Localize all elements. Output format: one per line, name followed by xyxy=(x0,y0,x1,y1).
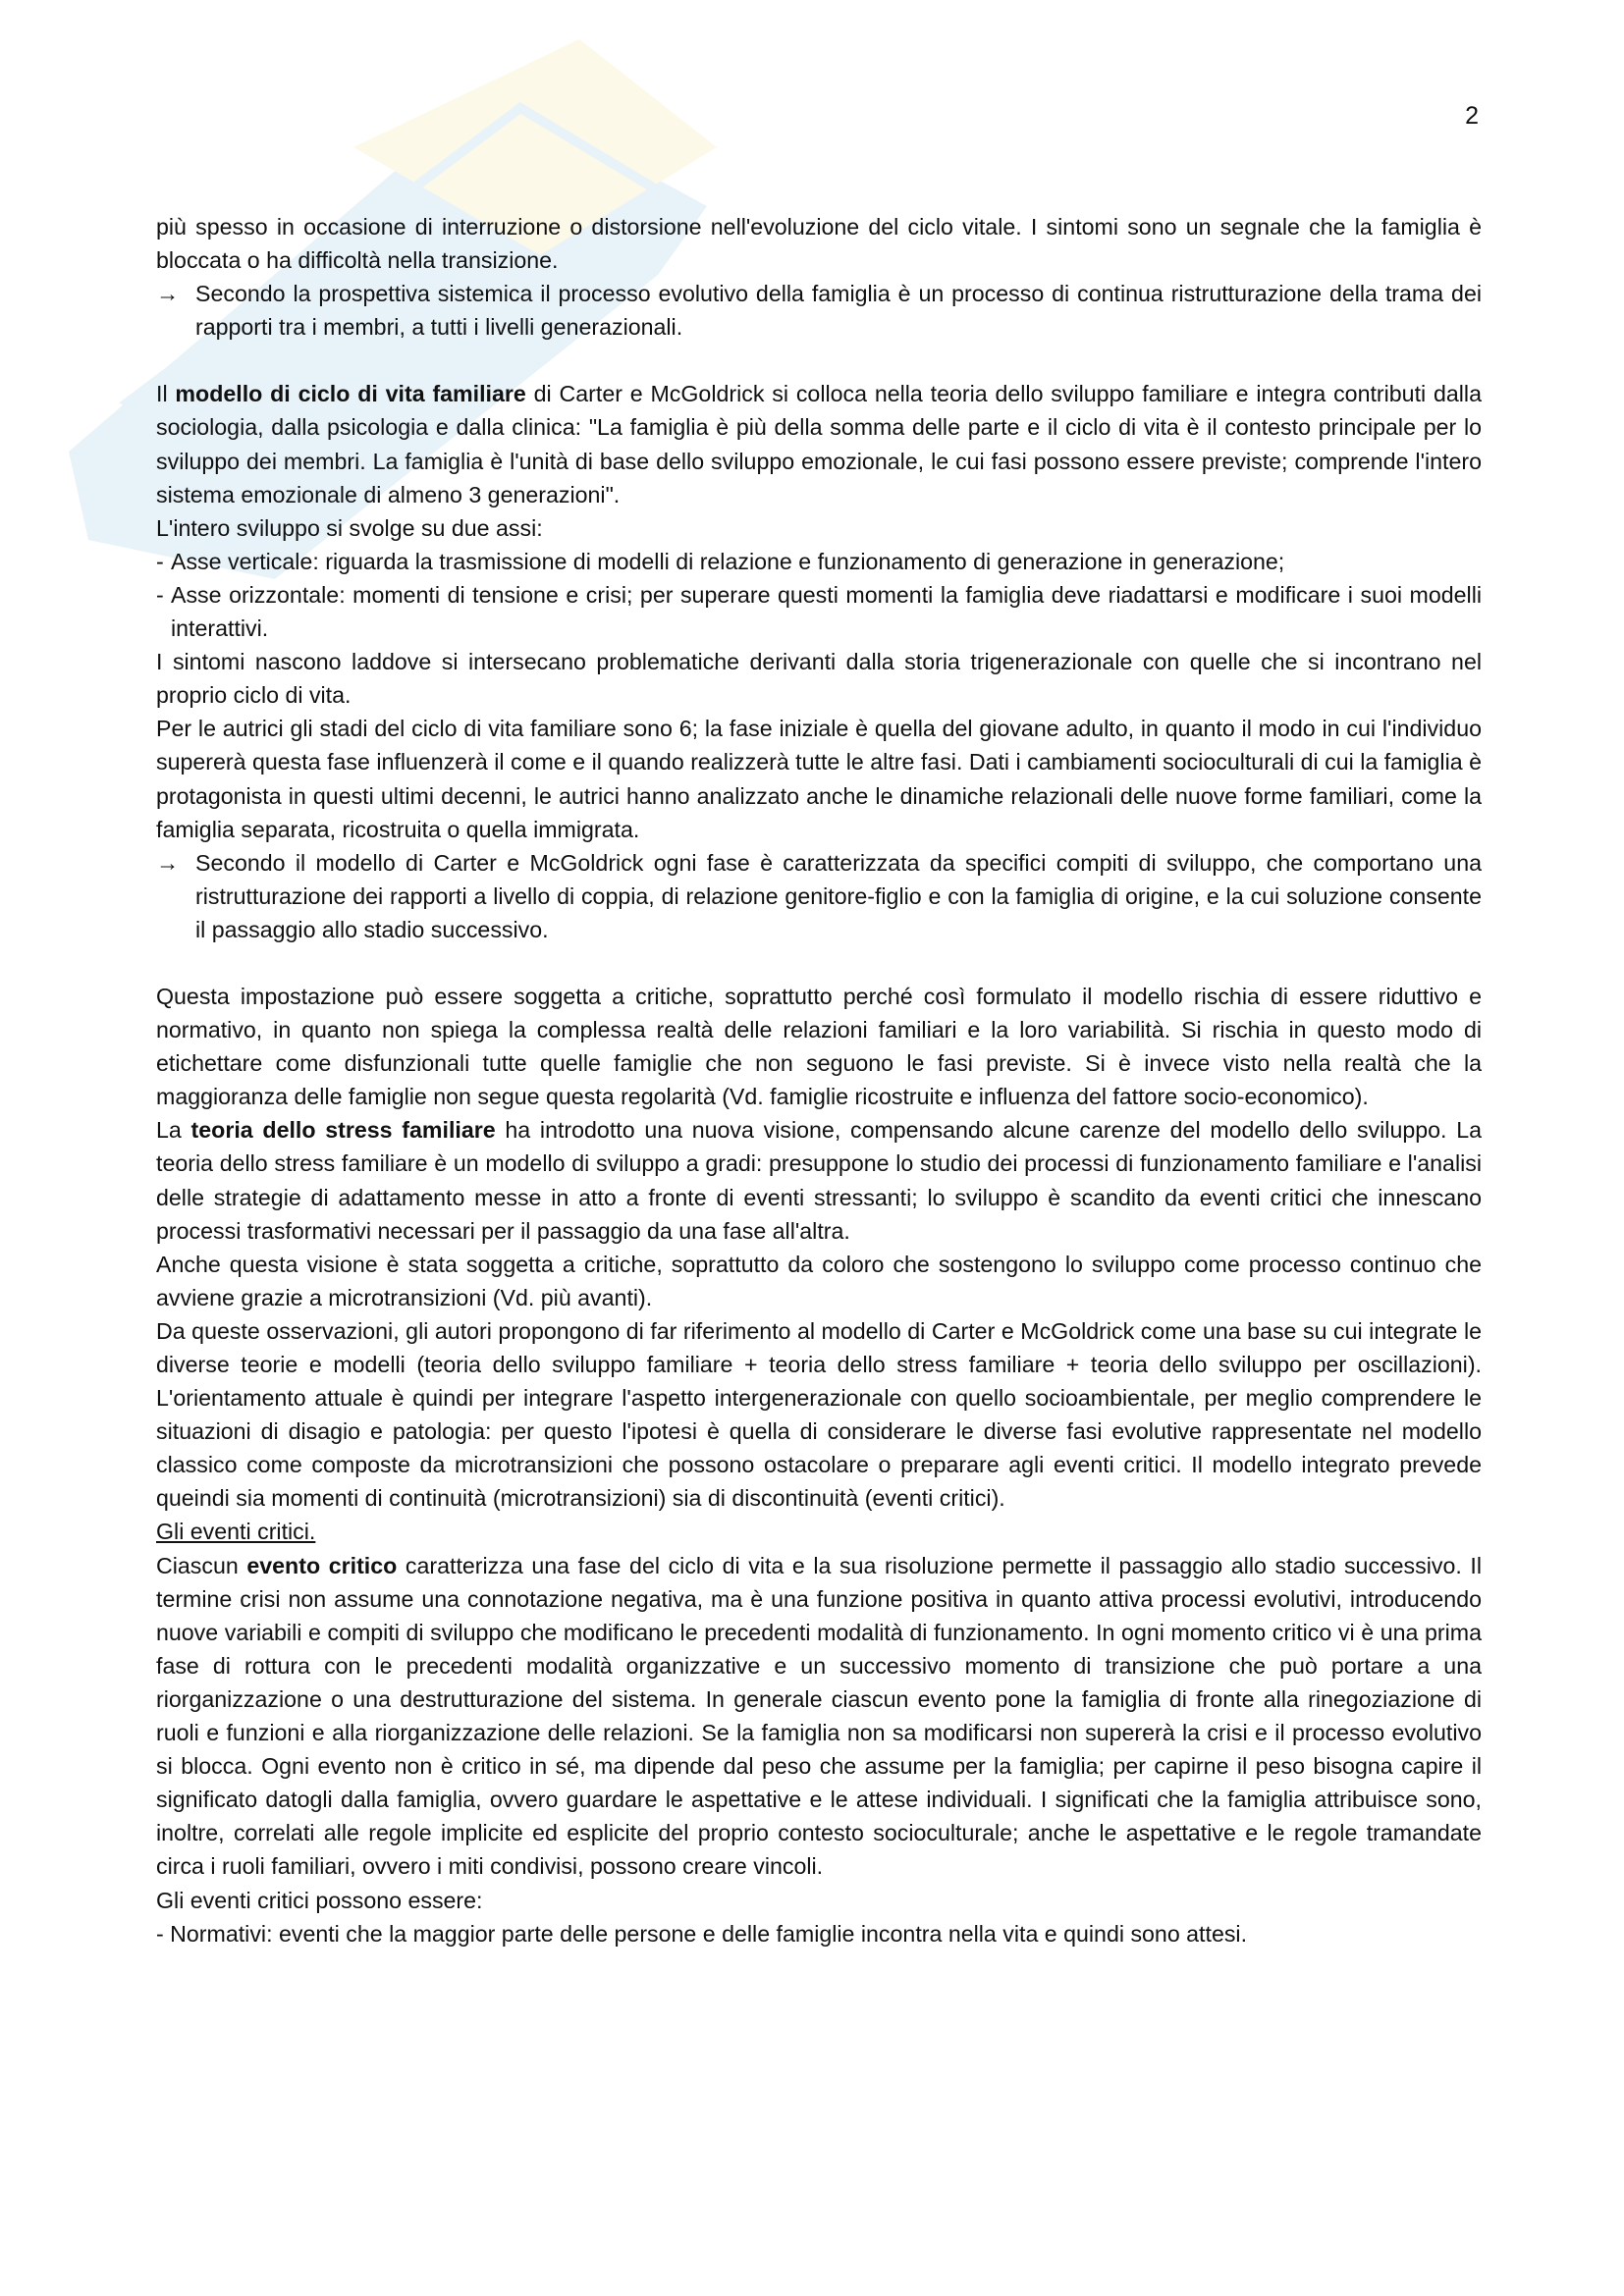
axis-vertical-item xyxy=(156,545,1482,578)
axis-horizontal-text: Asse orizzontale: momenti di tensione e crisi; per superare questi momenti la famiglia deve riadattarsi e modificare i suoi modelli interattivi. xyxy=(171,581,1482,642)
arrow-icon: → xyxy=(156,849,180,876)
critical-event-paragraph xyxy=(156,1549,1482,1884)
normative-events-item: - Normativi: eventi che la maggior parte delle persone e delle famiglie incontra nella vita e quindi sono attesi. xyxy=(156,1920,1248,1947)
axis-horizontal-item xyxy=(156,578,1482,645)
carter-arrow-text: Secondo il modello di Carter e McGoldrick ogni fase è caratterizzata da specifici compiti di sviluppo, che comportano una ristrutturazione dei rapporti a livello di coppia, di relazione genitore-figlio e con la famiglia di origine, e la cui soluzione consente il passaggio allo stadio successivo. xyxy=(195,849,1482,942)
stages-paragraph: Per le autrici gli stadi del ciclo di vita familiare sono 6; la fase iniziale è quella del giovane adulto, in quanto il modo in cui l'individuo supererà questa fase influenzerà il come e il quando realizzerà tutte le altre fasi. Dati i cambiamenti socioculturali di cui la famiglia è protagonista in questi ultimi decenni, le autrici hanno analizzato anche le dinamiche relazionali delle nuove forme familiari, come la famiglia separata, ricostruita o quella immigrata. xyxy=(156,716,1482,842)
carter-pre-text: Il xyxy=(156,381,176,407)
document-body xyxy=(156,210,1482,1950)
axes-intro: L'intero sviluppo si svolge su due assi: xyxy=(156,514,543,541)
carter-post-text: di Carter e McGoldrick si colloca nella teoria dello sviluppo familiare e integra contributi dalla sociologia, dalla psicologia e dalla clinica: "La famiglia è più della somma delle parte e il ciclo di vita è il contesto principale per lo sviluppo dei membri. La famiglia è l'unità di base dello sviluppo emozionale, le cui fasi possono essere previste; comprende l'intero sistema emozionale di almeno 3 generazioni". xyxy=(156,381,1482,507)
critical-post-text: caratterizza una fase del ciclo di vita e la sua risoluzione permette il passaggio allo stadio successivo. Il termine crisi non assume una connotazione negativa, ma è una funzione positiva in quanto attiva processi evolutivi, introducendo nuove variabili e compiti di sviluppo che modificano le precedenti modalità di funzionamento. In ogni momento critico vi è una prima fase di rottura con le precedenti modalità organizzative e un successivo momento di transizione che può portare a una riorganizzazione o una destrutturazione del sistema. In generale ciascun evento pone la famiglia di fronte alla rinegoziazione di ruoli e funzioni e alla riorganizzazione delle relazioni. Se la famiglia non sa modificarsi non supererà la crisi e il processo evolutivo si blocca. Ogni evento non è critico in sé, ma dipende dal peso che assume per la famiglia; per capirne il peso bisogna capire il significato datogli dalla famiglia, ovvero guardare le aspettative e le attese individuali. I significati che la famiglia attribuisce sono, inoltre, correlati alle regole implicite ed esplicite del proprio contesto socioculturale; anche le aspettative e le regole tramandate circa i ruoli familiari, ovvero i miti condivisi, possono creare vincoli. xyxy=(156,1552,1482,1880)
carter-arrow-item xyxy=(156,846,1482,946)
stress-pre-text: La xyxy=(156,1117,191,1144)
critical-pre-text: Ciascun xyxy=(156,1552,247,1578)
carter-bold-term: modello di ciclo di vita familiare xyxy=(175,381,526,407)
intro-arrow-item xyxy=(156,277,1482,344)
axis-vertical-text: Asse verticale: riguarda la trasmissione di modelli di relazione e funzionamento di generazione in generazione; xyxy=(171,548,1285,574)
critical-types-intro: Gli eventi critici possono essere: xyxy=(156,1887,483,1913)
section-heading-critical-events: Gli eventi critici. xyxy=(156,1519,316,1545)
stress-theory-paragraph xyxy=(156,1113,1482,1247)
dash-marker: - xyxy=(156,548,164,574)
integrated-model-paragraph: Da queste osservazioni, gli autori propongono di far riferimento al modello di Carter e McGoldrick come una base su cui integrate le diverse teorie e modelli (teoria dello sviluppo familiare + teoria dello stress familiare + teoria dello sviluppo per oscillazioni). L'orientamento attuale è quindi per integrare l'aspetto intergenerazionale con quello socioambientale, per meglio comprendere le situazioni di disagio e patologia: per questo l'ipotesi è quella di considerare le diverse fasi evolutive rappresentate nel modello classico come composte da microtransizioni che possono ostacolare o preparare agli eventi critici. Il modello integrato prevede queindi sia momenti di continuità (microtransizioni) sia di discontinuità (eventi critici). xyxy=(156,1317,1482,1512)
critique-paragraph: Questa impostazione può essere soggetta a critiche, soprattutto perché così formulato il modello rischia di essere riduttivo e normativo, in quanto non spiega la complessa realtà delle relazioni familiari e la loro variabilità. Si rischia in questo modo di etichettare come disfunzionali tutte quelle famiglie che non seguono le fasi previste. Si è invece visto nella realtà che la maggioranza delle famiglie non segue questa regolarità (Vd. famiglie ricostruite e influenza del fattore socio-economico). xyxy=(156,983,1482,1110)
stress-bold-term: teoria dello stress familiare xyxy=(190,1117,496,1144)
dash-marker: - xyxy=(156,581,164,608)
page-number: 2 xyxy=(1465,102,1479,130)
symptoms-paragraph: I sintomi nascono laddove si intersecano problematiche derivanti dalla storia trigenerazionale con quelle che si incontrano nel proprio ciclo di vita. xyxy=(156,649,1482,709)
microtransitions-paragraph: Anche questa visione è stata soggetta a critiche, soprattutto da coloro che sostengono lo sviluppo come processo continuo che avviene grazie a microtransizioni (Vd. più avanti). xyxy=(156,1251,1482,1310)
arrow-icon: → xyxy=(156,281,180,307)
intro-paragraph: più spesso in occasione di interruzione o distorsione nell'evoluzione del ciclo vitale. I sintomi sono un segnale che la famiglia è bloccata o ha difficoltà nella transizione. xyxy=(156,214,1482,274)
intro-arrow-text: Secondo la prospettiva sistemica il processo evolutivo della famiglia è un processo di continua ristrutturazione della trama dei rapporti tra i membri, a tutti i livelli generazionali. xyxy=(195,281,1482,341)
carter-model-paragraph xyxy=(156,377,1482,510)
stress-post-text: ha introdotto una nuova visione, compensando alcune carenze del modello dello sviluppo. La teoria dello stress familiare è un modello di sviluppo a gradi: presuppone lo studio dei processi di funzionamento familiare e l'analisi delle strategie di adattamento messe in atto a fronte di eventi stressanti; lo sviluppo è scandito da eventi critici che innescano processi trasformativi necessari per il passaggio da una fase all'altra. xyxy=(156,1117,1482,1244)
critical-bold-term: evento critico xyxy=(246,1552,398,1578)
